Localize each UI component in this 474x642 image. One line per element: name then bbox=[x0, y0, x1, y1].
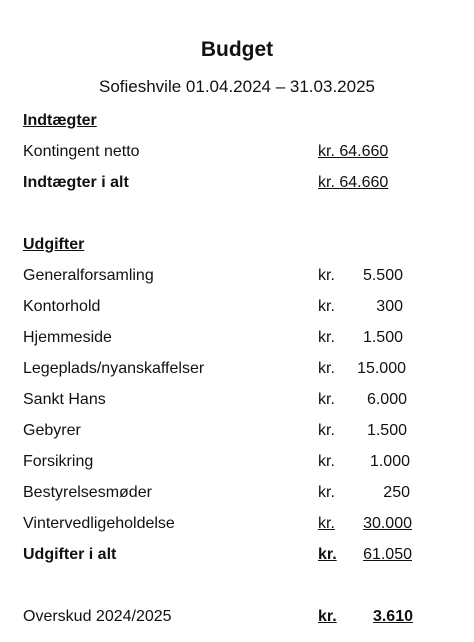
expense-label: Gebyrer bbox=[23, 422, 81, 439]
expense-row bbox=[23, 389, 453, 411]
expense-amount: 1.000 bbox=[369, 453, 410, 470]
expense-row bbox=[23, 327, 453, 349]
expense-row bbox=[23, 358, 453, 380]
expense-amount: 1.500 bbox=[362, 329, 403, 346]
income-section-heading-row bbox=[23, 110, 453, 132]
expense-row bbox=[23, 513, 453, 535]
expense-amount: 250 bbox=[383, 484, 410, 501]
currency-label: kr. bbox=[318, 267, 335, 284]
currency-label: kr. bbox=[318, 298, 335, 315]
income-row bbox=[23, 141, 453, 163]
currency-label: kr. bbox=[318, 608, 337, 625]
expense-row bbox=[23, 420, 453, 442]
currency-label: kr. bbox=[318, 329, 335, 346]
expenses-section-heading-row bbox=[23, 234, 453, 256]
expenses-total-row bbox=[23, 544, 453, 566]
expense-label: Legeplads/nyanskaffelser bbox=[23, 360, 205, 377]
income-total-label: Indtægter i alt bbox=[23, 174, 129, 191]
expense-label: Sankt Hans bbox=[23, 391, 106, 408]
expense-label: Kontorhold bbox=[23, 298, 101, 315]
currency-label: kr. bbox=[318, 484, 335, 501]
currency-label: kr. bbox=[318, 546, 337, 563]
expense-label: Generalforsamling bbox=[23, 267, 154, 284]
document-title: Budget bbox=[200, 38, 274, 61]
expense-label: Bestyrelsesmøder bbox=[23, 484, 152, 501]
document-subtitle: Sofieshvile 01.04.2024 – 31.03.2025 bbox=[98, 77, 375, 96]
currency-label: kr. bbox=[318, 391, 335, 408]
currency-label: kr. bbox=[318, 422, 335, 439]
expense-amount: 1.500 bbox=[366, 422, 407, 439]
expense-amount: 300 bbox=[376, 298, 403, 315]
expense-amount: 15.000 bbox=[357, 360, 406, 377]
income-total-row bbox=[23, 172, 453, 194]
surplus-row bbox=[23, 606, 453, 628]
expense-label: Forsikring bbox=[23, 453, 94, 470]
income-total-value: kr. 64.660 bbox=[318, 174, 389, 191]
expense-row bbox=[23, 265, 453, 287]
expense-label: Hjemmeside bbox=[23, 329, 112, 346]
income-heading: Indtægter bbox=[23, 112, 97, 129]
expenses-heading: Udgifter bbox=[23, 236, 85, 253]
expense-row bbox=[23, 296, 453, 318]
expense-label: Vintervedligeholdelse bbox=[23, 515, 175, 532]
expenses-total-amount: 61.050 bbox=[363, 546, 412, 563]
currency-label: kr. bbox=[318, 453, 335, 470]
income-value: kr. 64.660 bbox=[318, 143, 389, 160]
expense-amount: 6.000 bbox=[366, 391, 407, 408]
expense-row bbox=[23, 482, 453, 504]
currency-label: kr. bbox=[318, 360, 335, 377]
income-label: Kontingent netto bbox=[23, 143, 140, 160]
surplus-label: Overskud 2024/2025 bbox=[23, 608, 172, 625]
currency-label: kr. bbox=[318, 515, 335, 532]
expense-row bbox=[23, 451, 453, 473]
expense-amount: 30.000 bbox=[363, 515, 412, 532]
surplus-amount: 3.610 bbox=[372, 608, 413, 625]
expenses-total-label: Udgifter i alt bbox=[23, 546, 117, 563]
expense-amount: 5.500 bbox=[362, 267, 403, 284]
